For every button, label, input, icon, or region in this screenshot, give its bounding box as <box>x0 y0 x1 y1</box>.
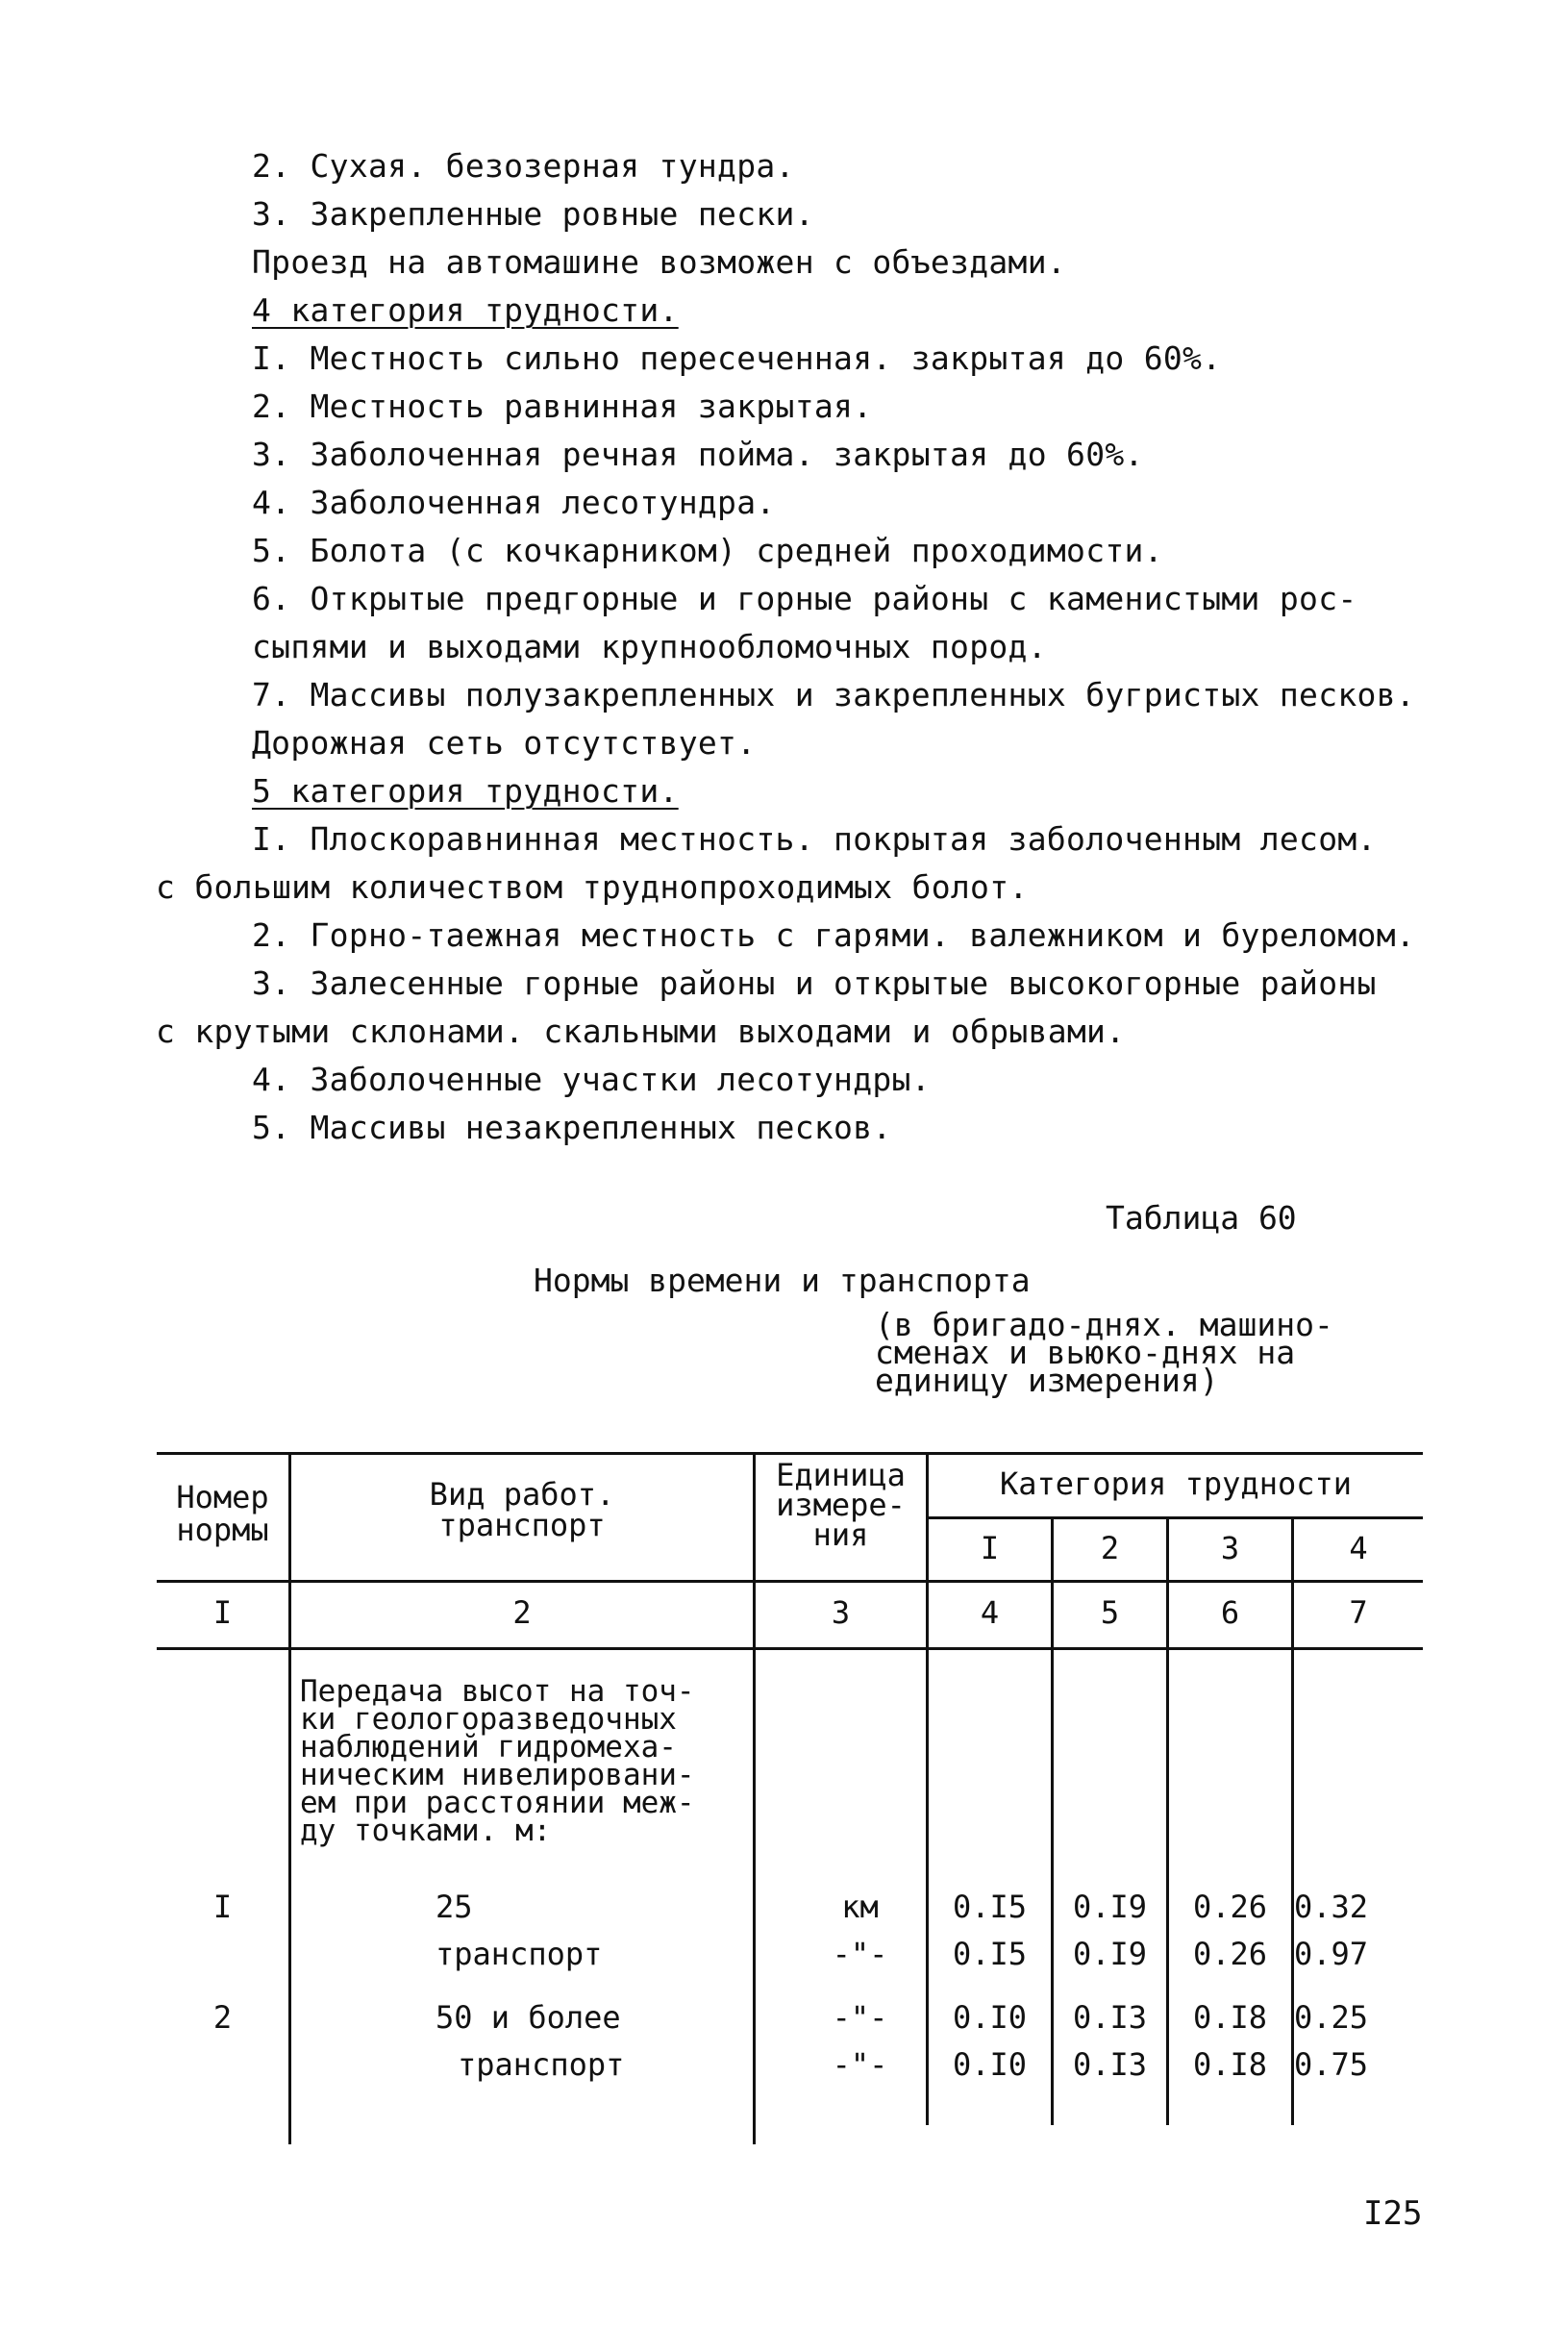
header-unit: Единица измере- ния <box>776 1457 906 1553</box>
header-bottom-rule <box>157 1580 1423 1583</box>
header-work-type: Вид работ. транспорт <box>429 1476 615 1543</box>
table-row-value: 0.97 <box>1294 1936 1369 1972</box>
text-line: 5. Болота (с кочкарником) средней проходимости. <box>252 532 1163 569</box>
table-title: Нормы времени и транспорта <box>534 1262 1031 1299</box>
category-heading-4: 4 категория трудности. <box>252 291 679 329</box>
table-row-value: 0.I0 <box>952 2046 1028 2083</box>
table-row-value: 0.I3 <box>1072 2046 1148 2083</box>
header-category: Категория трудности <box>999 1465 1353 1502</box>
column-number: I <box>212 1594 233 1631</box>
text-line: 3. Заболоченная речная пойма. закрытая до 60%. <box>252 436 1144 473</box>
category-subheader-rule <box>926 1516 1423 1519</box>
column-number: 5 <box>1100 1594 1120 1631</box>
header-norm-no: Номер нормы <box>176 1479 269 1548</box>
table-row-no: 2 <box>212 1999 233 2036</box>
column-number: 4 <box>980 1594 1000 1631</box>
column-number: 6 <box>1220 1594 1240 1631</box>
text-line: Проезд на автомашине возможен с объездами. <box>252 243 1067 281</box>
text-line: 5. Массивы незакрепленных песков. <box>252 1109 892 1146</box>
table-row-unit: км <box>841 1889 879 1925</box>
text-line: I. Местность сильно пересеченная. закрытая до 60%. <box>252 339 1222 377</box>
table-label: Таблица 60 <box>1106 1199 1297 1237</box>
table-row-value: 0.I0 <box>952 1999 1028 2036</box>
table-top-rule <box>157 1452 1423 1455</box>
table-row-value: 0.I3 <box>1072 1999 1148 2036</box>
table-row-unit: -"- <box>832 2046 888 2083</box>
text-line: 2. Горно-таежная местность с гарями. валежником и буреломом. <box>252 916 1416 954</box>
text-line: Дорожная сеть отсутствует. <box>252 724 757 762</box>
table-row-unit: -"- <box>832 1999 888 2036</box>
table-row-value: 0.I5 <box>952 1889 1028 1925</box>
column-number: 3 <box>831 1594 851 1631</box>
header-cat-2: 2 <box>1100 1530 1120 1566</box>
table-row-value: 0.I8 <box>1192 1999 1268 2036</box>
header-cat-3: 3 <box>1220 1530 1240 1566</box>
text-line: с крутыми склонами. скальными выходами и обрывами. <box>156 1013 1126 1050</box>
table-row-value: 0.32 <box>1294 1889 1369 1925</box>
table-row-value: 0.I8 <box>1192 2046 1268 2083</box>
table-row-unit: -"- <box>832 1936 888 1972</box>
text-line: I. Плоскоравнинная местность. покрытая заболоченным лесом. <box>252 820 1377 858</box>
column-number: 2 <box>512 1594 532 1631</box>
text-line: сыпями и выходами крупнообломочных пород. <box>252 628 1047 665</box>
table-row-work: транспорт <box>458 2046 625 2083</box>
table-note: (в бригадо-днях. машино- сменах и вьюко-днях на единицу измерения) <box>875 1306 1333 1399</box>
table-row-value: 0.I9 <box>1072 1889 1148 1925</box>
text-line: 4. Заболоченная лесотундра. <box>252 484 776 521</box>
work-description: Передача высот на точ- ки геологоразведочных наблюдений гидромеха- ническим нивелировани- ем при расстоянии меж- ду точками. м: <box>300 1674 695 1848</box>
page-number: I25 <box>1363 2194 1423 2233</box>
table-row-work: 50 и более <box>436 1999 621 2036</box>
table-row-value: 0.25 <box>1294 1999 1369 2036</box>
number-row-rule <box>157 1647 1423 1650</box>
table-row-value: 0.26 <box>1192 1889 1268 1925</box>
category-heading-5: 5 категория трудности. <box>252 772 679 810</box>
table-row-no: I <box>212 1889 233 1925</box>
table-row-value: 0.I9 <box>1072 1936 1148 1972</box>
column-divider <box>288 1452 291 2144</box>
column-number: 7 <box>1349 1594 1368 1631</box>
text-line: 4. Заболоченные участки лесотундры. <box>252 1061 931 1098</box>
text-line: 3. Залесенные горные районы и открытые высокогорные районы <box>252 964 1377 1002</box>
text-line: 2. Местность равнинная закрытая. <box>252 388 873 425</box>
text-line: 6. Открытые предгорные и горные районы с каменистыми рос- <box>252 580 1357 617</box>
text-line: 7. Массивы полузакрепленных и закрепленных бугристых песков. <box>252 676 1416 713</box>
table-row-work: транспорт <box>436 1936 603 1972</box>
table-row-value: 0.75 <box>1294 2046 1369 2083</box>
table-row-value: 0.I5 <box>952 1936 1028 1972</box>
header-cat-4: 4 <box>1349 1530 1368 1566</box>
header-cat-1: I <box>980 1530 1000 1566</box>
text-line: 3. Закрепленные ровные пески. <box>252 195 814 233</box>
text-line: 2. Сухая. безозерная тундра. <box>252 147 795 185</box>
table-row-value: 0.26 <box>1192 1936 1268 1972</box>
text-line: с большим количеством труднопроходимых болот. <box>156 868 1029 906</box>
table-row-work: 25 <box>436 1889 473 1925</box>
